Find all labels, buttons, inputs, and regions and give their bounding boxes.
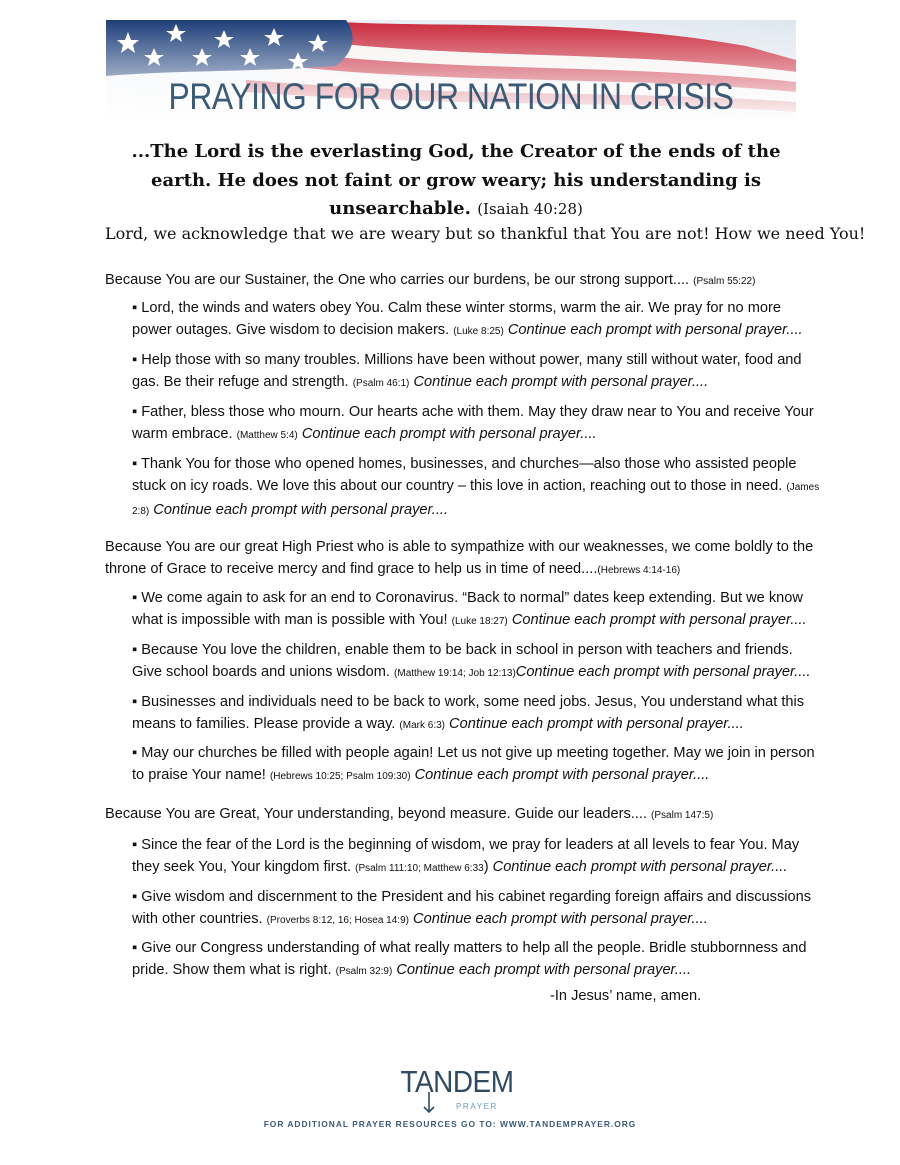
section-lead: Because You are our Sustainer, the One who carries our burdens, be our strong support.... (Psalm 55:22): [105, 272, 756, 288]
footer-resources: FOR ADDITIONAL PRAYER RESOURCES GO TO: WWW.TANDEMPRAYER.ORG: [263, 1119, 637, 1129]
flag-banner: [106, 20, 796, 120]
logo-wordmark: TANDEM: [400, 1064, 514, 1099]
list-item: ▪ Father, bless those who mourn. Our hearts ache with them. May they draw near to You and receive Your warm embrace. (Matthew 5:4) Continue each prompt with personal prayer....: [132, 404, 814, 442]
closing-amen: -In Jesus’ name, amen.: [550, 988, 702, 1004]
scripture-verse: [100, 138, 812, 224]
list-item: ▪ Since the fear of the Lord is the beginning of wisdom, we pray for leaders at all levels to fear You. May they seek You, Your kingdom first. (Psalm 111:10; Matthew 6:33) Continue each prompt with personal prayer....: [132, 837, 800, 875]
banner-title: PRAYING FOR OUR NATION IN CRISIS: [168, 76, 734, 117]
tandem-prayer-logo: [392, 1062, 522, 1114]
list-item: ▪ We come again to ask for an end to Coronavirus. “Back to normal” dates keep extending. But we know what is impossible with man is possible with You! (Luke 18:27) Continue each prompt with personal prayer....: [132, 590, 807, 628]
section-lead: Because You are our great High Priest who is able to sympathize with our weaknesses, we come boldly to the throne of Grace to receive mercy and find grace to help us in time of need....(Hebrews 4:14-16): [105, 539, 814, 577]
list-item: ▪ Help those with so many troubles. Millions have been without power, many still without water, food and gas. Be their refuge and strength. (Psalm 46:1) Continue each prompt with personal prayer....: [132, 352, 802, 390]
list-item: ▪ Thank You for those who opened homes, businesses, and churches—also those who assisted people stuck on icy roads. We love this about our country – this love in action, reaching out to those in need. (James 2:8) Continue each prompt with personal prayer....: [132, 456, 820, 518]
acknowledgement: Lord, we acknowledge that we are weary but so thankful that You are not! How we need You!: [105, 224, 866, 243]
list-item: ▪ Give our Congress understanding of what really matters to help all the people. Bridle stubbornness and pride. Show them what is right. (Psalm 32:9) Continue each prompt with personal prayer....: [132, 940, 807, 978]
list-item: ▪ Because You love the children, enable them to be back in school in person with teachers and friends. Give school boards and unions wisdom. (Matthew 19:14; Job 12:13)Continue each prompt with personal prayer....: [132, 642, 811, 680]
list-item: ▪ Lord, the winds and waters obey You. Calm these winter storms, warm the air. We pray for no more power outages. Give wisdom to decision makers. (Luke 8:25) Continue each prompt with personal prayer....: [132, 300, 803, 338]
logo-subtitle: PRAYER: [456, 1102, 498, 1111]
list-item: ▪ May our churches be filled with people again! Let us not give up meeting together. May we join in person to praise Your name! (Hebrews 10:25; Psalm 109:30) Continue each prompt with personal prayer....: [132, 745, 815, 783]
verse-text: ...The Lord is the everlasting God, the Creator of the ends of the earth. He does not faint or grow weary; his understanding is unsearchable.: [131, 141, 781, 219]
list-item: ▪ Give wisdom and discernment to the President and his cabinet regarding foreign affairs and discussions with other countries. (Proverbs 8:12, 16; Hosea 14:9) Continue each prompt with personal prayer....: [132, 889, 812, 927]
section-lead: Because You are Great, Your understanding, beyond measure. Guide our leaders.... (Psalm 147:5): [105, 806, 714, 822]
verse-reference: (Isaiah 40:28): [477, 200, 583, 218]
list-item: ▪ Businesses and individuals need to be back to work, some need jobs. Jesus, You understand what this means to families. Please provide a way. (Mark 6:3) Continue each prompt with personal prayer....: [132, 694, 805, 732]
